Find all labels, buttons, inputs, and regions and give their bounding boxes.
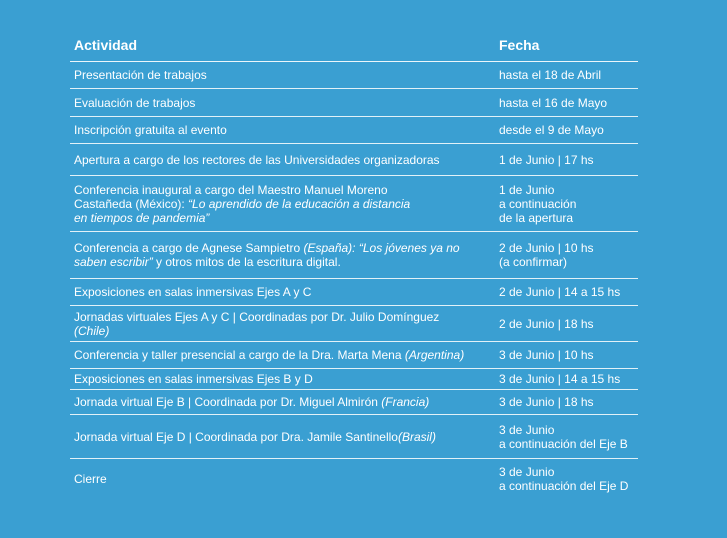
date-cell: 3 de Junio | 18 hs	[499, 395, 594, 409]
activity-text: Evaluación de trabajos	[74, 95, 196, 110]
date-cell: hasta el 18 de Abril	[499, 68, 602, 82]
activity-cell	[70, 285, 495, 299]
activity-text: Jornadas virtuales Ejes A y C | Coordinadas por Dr. Julio Domínguez	[74, 309, 440, 324]
activity-text: Jornada virtual Eje B | Coordinada por Dr. Miguel Almirón	[74, 395, 382, 409]
activity-cell	[70, 68, 495, 82]
activity-text: (Brasil)	[397, 429, 436, 444]
table-row	[70, 62, 638, 89]
date-cell: 1 de Junio | 17 hs	[499, 152, 594, 167]
activity-text: Conferencia y taller presencial a cargo de la Dra. Marta Mena	[74, 348, 405, 362]
activity-text: Conferencia inaugural a cargo del Maestro Manuel Moreno Castañeda (México):	[74, 182, 388, 211]
date-cell: hasta el 16 de Mayo	[499, 95, 608, 110]
activity-text: Exposiciones en salas inmersivas Ejes B y D	[74, 372, 313, 386]
activity-cell	[70, 395, 495, 409]
activity-text: (Argentina)	[404, 348, 465, 362]
header-activity: Actividad	[74, 36, 138, 53]
table-row	[70, 117, 638, 144]
table-row	[70, 342, 638, 369]
activity-text: Presentación de trabajos	[74, 68, 207, 82]
activity-text: Jornada virtual Eje D | Coordinada por Dra. Jamile Santinello	[74, 429, 398, 444]
date-cell: 3 de Junio a continuación del Eje D	[499, 465, 629, 493]
activity-cell	[70, 372, 495, 386]
activity-cell	[70, 430, 495, 444]
activity-text: “Lo aprendido de la educación a distancia en tiempos de pandemia”	[74, 196, 411, 225]
table-body	[70, 62, 638, 499]
activity-cell	[70, 183, 495, 225]
date-cell: 2 de Junio | 18 hs	[499, 316, 594, 331]
activity-cell	[70, 348, 495, 362]
table-row	[70, 89, 638, 117]
table-row	[70, 369, 638, 390]
table-row	[70, 144, 638, 176]
activity-text: (España): “Los jóvenes ya no saben escribir”	[74, 241, 460, 269]
date-cell: 2 de Junio | 10 hs (a confirmar)	[499, 241, 594, 269]
table-row	[70, 306, 638, 342]
activity-text: (Francia)	[381, 395, 430, 409]
activity-text: Cierre	[74, 472, 107, 486]
table-row	[70, 415, 638, 459]
activity-text: Apertura a cargo de los rectores de las Universidades organizadoras	[74, 152, 440, 167]
date-cell: 3 de Junio | 10 hs	[499, 348, 594, 362]
activity-text: Exposiciones en salas inmersivas Ejes A y C	[74, 285, 312, 299]
table-row	[70, 459, 638, 499]
table-row	[70, 176, 638, 232]
activity-text: Inscripción gratuita al evento	[74, 123, 227, 137]
header-date: Fecha	[499, 36, 540, 53]
date-cell: 3 de Junio a continuación del Eje B	[499, 422, 628, 451]
table-row	[70, 279, 638, 306]
activity-text: (Chile)	[74, 323, 110, 338]
date-cell: 3 de Junio | 14 a 15 hs	[499, 372, 621, 386]
schedule-table	[70, 28, 638, 499]
table-header	[70, 28, 638, 62]
date-cell: 2 de Junio | 14 a 15 hs	[499, 285, 621, 299]
activity-text: Conferencia a cargo de Agnese Sampietro	[74, 241, 304, 255]
activity-cell	[70, 96, 495, 110]
table-row	[70, 232, 638, 279]
activity-cell	[70, 123, 495, 137]
activity-cell	[70, 472, 495, 486]
activity-cell	[70, 241, 495, 269]
table-row	[70, 390, 638, 415]
activity-text: y otros mitos de la escritura digital.	[152, 255, 341, 269]
activity-cell	[70, 153, 495, 167]
date-cell: desde el 9 de Mayo	[499, 123, 604, 137]
activity-cell	[70, 310, 495, 338]
date-cell: 1 de Junio a continuación de la apertura	[499, 182, 577, 225]
